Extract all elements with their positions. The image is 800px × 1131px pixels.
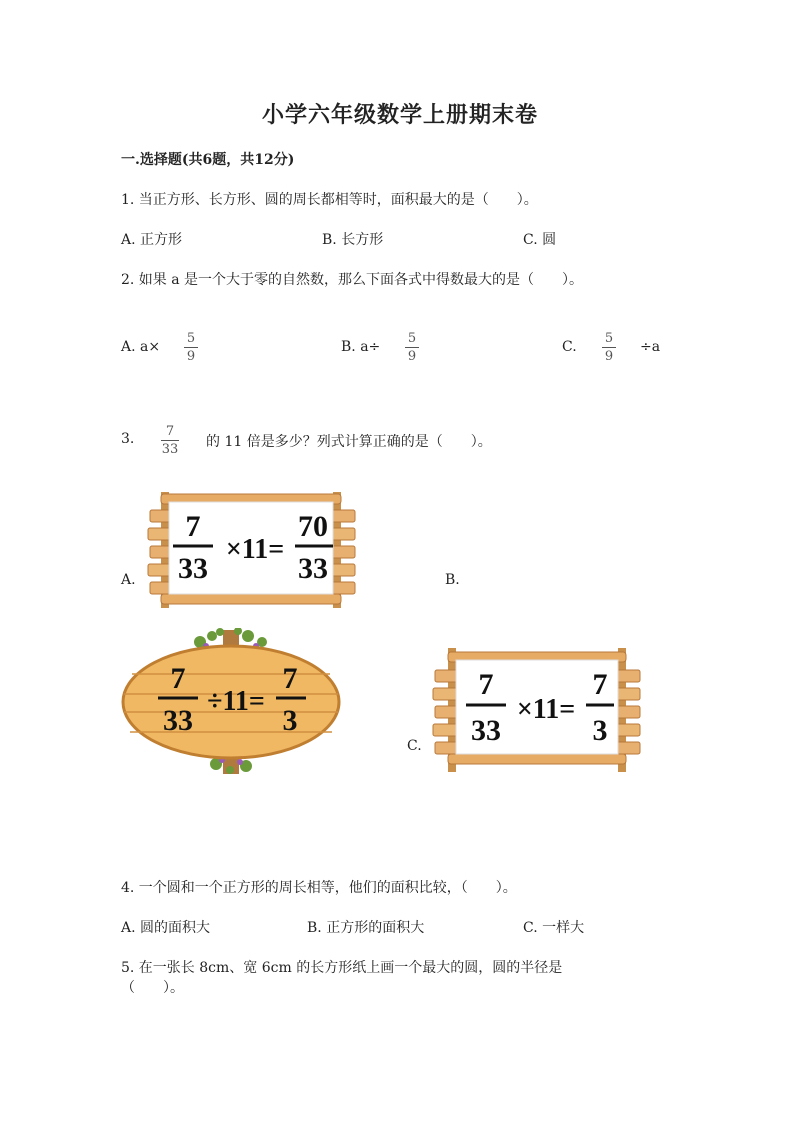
question-3-option-a[interactable]: A. — [121, 572, 136, 588]
question-3-number: 3. — [121, 431, 135, 447]
fraction-bar — [184, 347, 198, 348]
question-2-option-a-fraction — [184, 331, 198, 364]
fraction-numerator: 5 — [604, 331, 614, 346]
fraction-bar — [405, 347, 419, 348]
fraction-numerator: 5 — [186, 331, 196, 346]
sign-num-left: 7 — [185, 510, 201, 543]
plank-bottom — [161, 594, 341, 604]
section-heading: 一.选择题(共6题，共12分) — [121, 152, 295, 168]
wooden-sign-c-image[interactable] — [430, 644, 645, 774]
fraction-bar — [602, 347, 616, 348]
question-5-text-line2: （ ）。 — [121, 980, 184, 996]
fraction-numerator: 5 — [407, 331, 417, 346]
oval-wooden-sign-b-image[interactable] — [120, 628, 342, 776]
question-2-option-c-suffix: ÷a — [640, 339, 661, 355]
question-1-option-a[interactable]: A. 正方形 — [121, 232, 183, 248]
question-2-option-c[interactable]: C. — [562, 339, 577, 355]
sign-den-right: 3 — [282, 704, 298, 737]
fraction-denominator: 9 — [407, 349, 417, 364]
question-4-option-a[interactable]: A. 圆的面积大 — [121, 920, 211, 936]
fraction-denominator: 9 — [186, 349, 196, 364]
sign-num-left: 7 — [170, 662, 186, 695]
fraction-denominator: 9 — [604, 349, 614, 364]
sign-den-right: 3 — [592, 714, 608, 747]
question-3-fraction — [161, 424, 179, 457]
fraction-bar — [161, 440, 179, 441]
fraction-numerator: 7 — [165, 424, 175, 439]
question-2-option-a[interactable]: A. a× — [121, 339, 161, 355]
fraction-denominator: 33 — [161, 442, 179, 457]
wooden-sign-a-image[interactable] — [145, 488, 360, 610]
sign-den-left: 33 — [471, 714, 501, 747]
sign-num-right: 70 — [298, 510, 328, 543]
sign-operator: ×11= — [225, 534, 285, 565]
page-title: 小学六年级数学上册期末卷 — [261, 102, 538, 128]
question-4-option-c[interactable]: C. 一样大 — [523, 920, 585, 936]
sign-operator: ×11= — [516, 694, 576, 725]
question-3-text: 的 11 倍是多少？列式计算正确的是（ ）。 — [206, 434, 492, 450]
question-3-option-c[interactable]: C. — [407, 738, 422, 754]
sign-den-right: 33 — [298, 552, 328, 585]
question-3-option-b[interactable]: B. — [445, 572, 460, 588]
plank-bottom — [448, 754, 626, 764]
question-4-option-b[interactable]: B. 正方形的面积大 — [307, 920, 425, 936]
question-2-option-c-fraction — [602, 331, 616, 364]
question-2-option-b[interactable]: B. a÷ — [341, 339, 381, 355]
sign-num-left: 7 — [478, 668, 494, 701]
question-1-text: 1. 当正方形、长方形、圆的周长都相等时，面积最大的是（ ）。 — [121, 192, 538, 208]
question-1-option-c[interactable]: C. 圆 — [523, 232, 557, 248]
question-4-text: 4. 一个圆和一个正方形的周长相等，他们的面积比较，（ ）。 — [121, 880, 517, 896]
question-2-option-b-fraction — [405, 331, 419, 364]
sign-operator: ÷11= — [207, 686, 265, 717]
question-5-text-line1: 5. 在一张长 8cm、宽 6cm 的长方形纸上画一个最大的圆，圆的半径是 — [121, 960, 563, 976]
sign-den-left: 33 — [163, 704, 193, 737]
question-2-text: 2. 如果 a 是一个大于零的自然数，那么下面各式中得数最大的是（ ）。 — [121, 272, 584, 288]
sign-den-left: 33 — [178, 552, 208, 585]
sign-num-right: 7 — [282, 662, 298, 695]
sign-num-right: 7 — [592, 668, 608, 701]
question-1-option-b[interactable]: B. 长方形 — [322, 232, 384, 248]
